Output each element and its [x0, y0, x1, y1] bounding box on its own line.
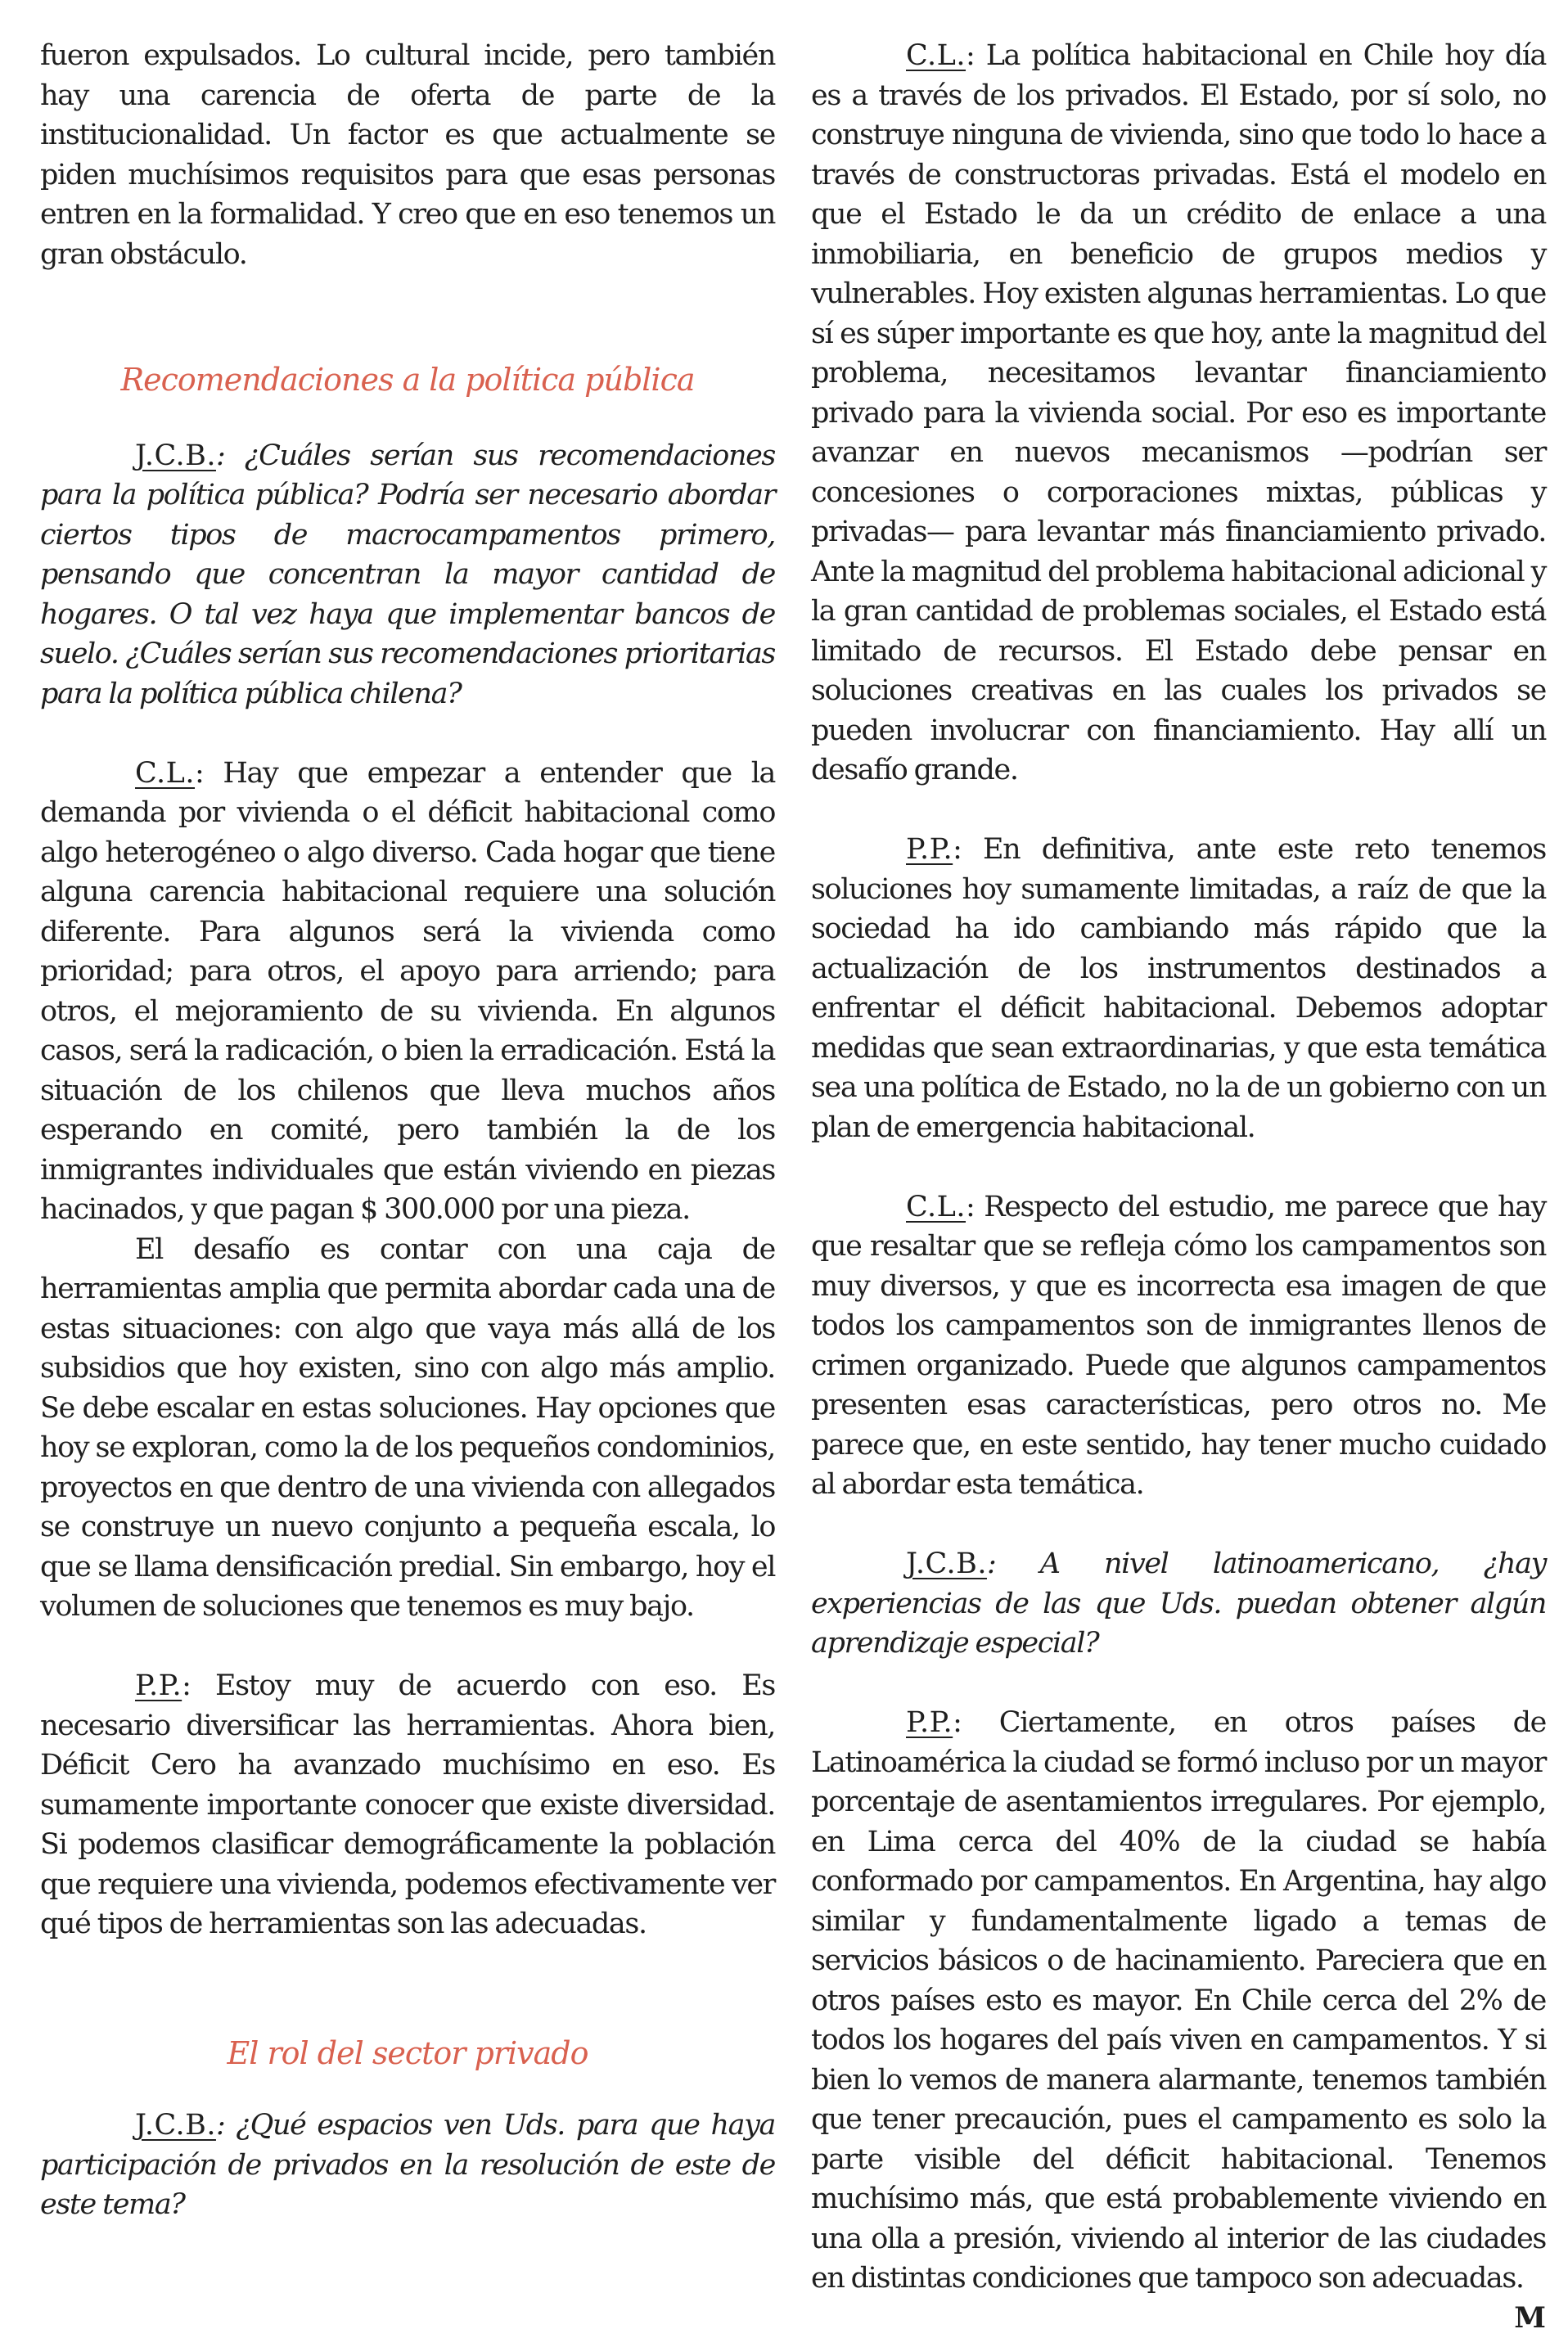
question-jcb-1: J.C.B.: ¿Cuáles serían sus recomendaciones para la política pública? Podría ser necesario abordar ciertos tipos de macrocampamentos primero, pensando que concentran la mayor cantidad de hogares. O tal vez haya que implementar bancos de suelo. ¿Cuáles serían sus recomendaciones prioritarias para la política pública chilena?: [40, 436, 775, 714]
speaker-label: J.C.B.: [135, 2109, 216, 2142]
answer-pp-2: P.P.: En definitiva, ante este reto tenemos soluciones hoy sumamente limitadas, a raíz de que la sociedad ha ido cambiando más rápido que la actualización de los instrumentos destinados a enfrentar el déficit habitacional. Debemos adoptar medidas que sean extraordinarias, y que esta temática sea una política de Estado, no la de un gobierno con un plan de emergencia habitacional.: [811, 830, 1546, 1147]
answer-cl-1: C.L.: Hay que empezar a entender que la demanda por vivienda o el déficit habitacional como algo heterogéneo o algo diverso. Cada hogar que tiene alguna carencia habitacional requiere una solución diferente. Para algunos será la vivienda como prioridad; para otros, el apoyo para arriendo; para otros, el mejoramiento de su vivienda. En algunos casos, será la radicación, o bien la erradicación. Está la situación de los chilenos que lleva muchos años esperando en comité, pero también la de los inmigrantes individuales que están viviendo en piezas hacinados, y que pagan $ 300.000 por una pieza.: [40, 754, 775, 1230]
section-heading-sector-privado: El rol del sector privado: [40, 2034, 775, 2074]
speaker-label: J.C.B.: [135, 439, 216, 472]
answer-cl-2: C.L.: La política habitacional en Chile hoy día es a través de los privados. El Estado, por sí solo, no construye ninguna de vivienda, sino que todo lo hace a través de constructoras privadas. Está el modelo en que el Estado le da un crédito de enlace a una inmobiliaria, en beneficio de grupos medios y vulnerables. Hoy existen algunas herramientas. Lo que sí es súper importante es que hoy, ante la magnitud del problema, necesitamos levantar financiamiento privado para la vivienda social. Por eso es importante avanzar en nuevos mecanismos —podrían ser concesiones o corporaciones mixtas, públicas y privadas— para levantar más financiamiento privado. Ante la magnitud del problema habitacional adicional y la gran cantidad de problemas sociales, el Estado está limitado de recursos. El Estado debe pensar en soluciones creativas en las cuales los privados se pueden involucrar con financiamiento. Hay allí un desafío grande.: [811, 36, 1546, 791]
answer-pp-3: P.P.: Ciertamente, en otros países de Latinoamérica la ciudad se formó incluso por un mayor porcentaje de asentamientos irregulares. Por ejemplo, en Lima cerca del 40% de la ciudad se había conformado por campamentos. En Argentina, hay algo similar y fundamentalmente ligado a temas de servicios básicos o de hacinamiento. Pareciera que en otros países esto es mayor. En Chile cerca del 2% de todos los hogares del país viven en campamentos. Y si bien lo vemos de manera alarmante, tenemos también que tener precaución, pues el campamento es solo la parte visible del déficit habitacional. Tenemos muchísimo más, que está probablemente viviendo en una olla a presión, viviendo al interior de las ciudades en distintas condiciones que tampoco son adecuadas. M: [811, 1703, 1546, 2299]
speaker-label: C.L.: [906, 39, 966, 72]
paragraph-intro: fueron expulsados. Lo cultural incide, pero también hay una carencia de oferta de parte de la institucionalidad. Un factor es que actualmente se piden muchísimos requisitos para que esas personas entren en la formalidad. Y creo que en eso tenemos un gran obstáculo.: [40, 36, 775, 274]
speaker-label: P.P.: [906, 833, 953, 866]
section-heading-recomendaciones: Recomendaciones a la política pública: [40, 360, 775, 400]
speaker-label: C.L.: [135, 757, 195, 790]
speaker-label: C.L.: [906, 1191, 966, 1223]
answer-cl-3: C.L.: Respecto del estudio, me parece que hay que resaltar que se refleja cómo los campamentos son muy diversos, y que es incorrecta esa imagen de que todos los campamentos son de inmigrantes llenos de crimen organizado. Puede que algunos campamentos presenten esas características, pero otros no. Me parece que, en este sentido, hay tener mucho cuidado al abordar esta temática.: [811, 1187, 1546, 1505]
answer-cl-1-continued: El desafío es contar con una caja de herramientas amplia que permita abordar cada una de estas situaciones: con algo que vaya más allá de los subsidios que hoy existen, sino con algo más amplio. Se debe escalar en estas soluciones. Hay opciones que hoy se exploran, como la de los pequeños condominios, proyectos en que dentro de una vivienda con allegados se construye un nuevo conjunto a pequeña escala, lo que se llama densificación predial. Sin embargo, hoy el volumen de soluciones que tenemos es muy bajo.: [40, 1230, 775, 1627]
answer-pp-1: P.P.: Estoy muy de acuerdo con eso. Es necesario diversificar las herramientas. Ahora bien, Déficit Cero ha avanzado muchísimo en eso. Es sumamente importante conocer que existe diversidad. Si podemos clasificar demográficamente la población que requiere una vivienda, podemos efectivamente ver qué tipos de herramientas son las adecuadas.: [40, 1666, 775, 1944]
question-jcb-3: J.C.B.: A nivel latinoamericano, ¿hay experiencias de las que Uds. puedan obtener algún aprendizaje especial?: [811, 1544, 1546, 1664]
right-column: [811, 36, 1546, 2338]
speaker-label: P.P.: [135, 1669, 182, 1702]
question-jcb-2: J.C.B.: ¿Qué espacios ven Uds. para que haya participación de privados en la resolución de este de este tema?: [40, 2106, 775, 2225]
end-mark: M: [1419, 2299, 1546, 2338]
speaker-label: J.C.B.: [906, 1547, 987, 1580]
left-column: [40, 36, 775, 2225]
speaker-label: P.P.: [906, 1706, 953, 1739]
